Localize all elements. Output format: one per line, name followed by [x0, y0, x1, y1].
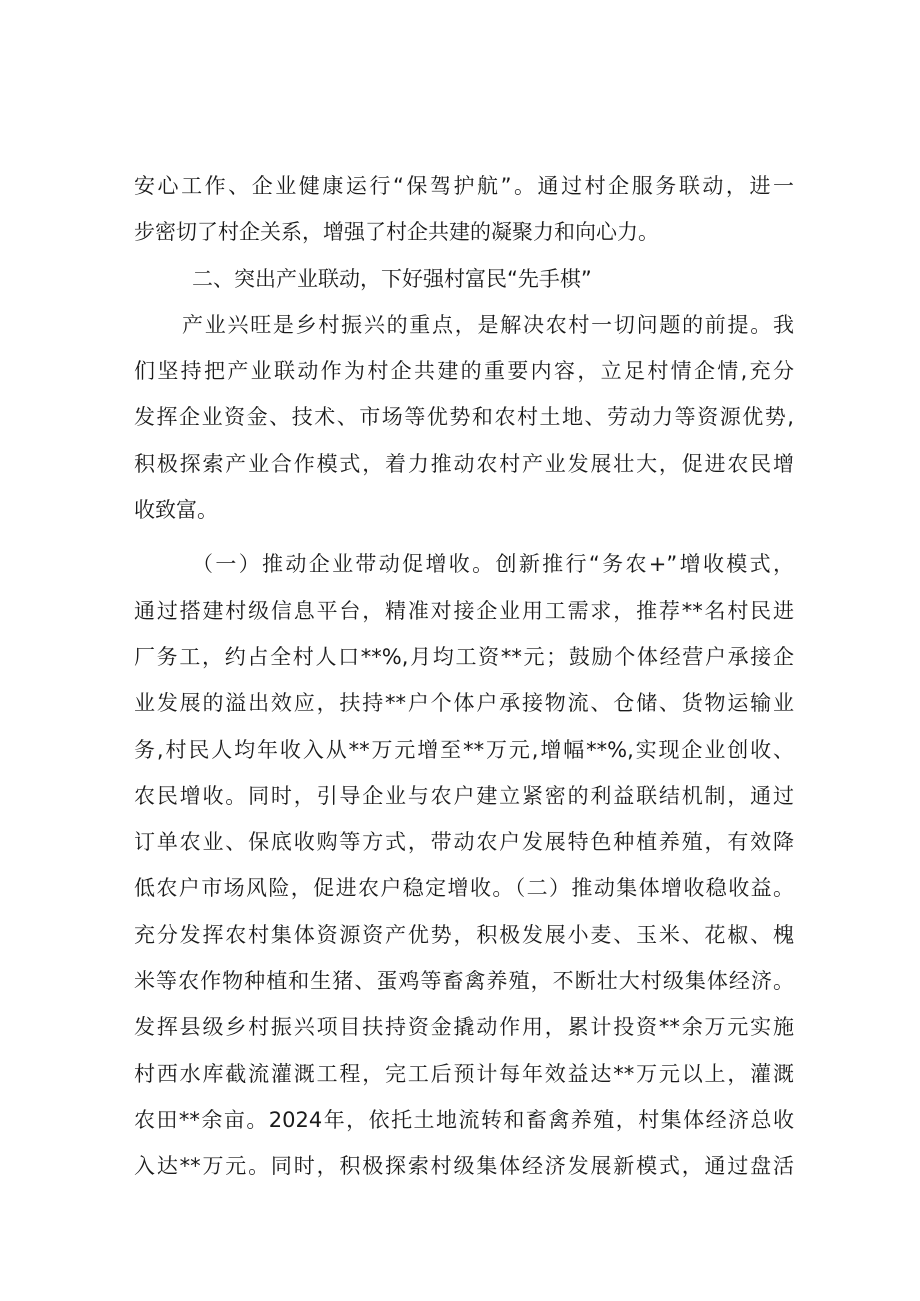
text-line: 米等农作物种植和生猪、蛋鸡等畜禽养殖，不断壮大村级集体经济。	[134, 969, 794, 994]
text-line: 业发展的溢出效应，扶持**户个体户承接物流、仓储、货物运输业	[134, 691, 794, 716]
text-line: 步密切了村企关系，增强了村企共建的凝聚力和向心力。	[134, 220, 659, 245]
text-line: 收致富。	[134, 498, 218, 523]
text-line: 们坚持把产业联动作为村企共建的重要内容，立足村情企情,充分	[134, 359, 794, 384]
text-line: 村西水库截流灌溉工程，完工后预计每年效益达**万元以上，灌溉	[134, 1061, 794, 1086]
text-line: 低农户市场风险，促进农户稳定增收。（二）推动集体增收稳收益。	[134, 876, 794, 901]
document-body	[134, 163, 794, 1190]
text-line: 农民增收。同时，引导企业与农户建立紧密的利益联结机制，通过	[134, 783, 794, 808]
text-line: 发挥县级乡村振兴项目扶持资金撬动作用，累计投资**余万元实施	[134, 1015, 794, 1040]
text-line: 订单农业、保底收购等方式，带动农户发展特色种植养殖，有效降	[134, 830, 794, 855]
text-line: （一）推动企业带动促增收。创新推行“务农+”增收模式，	[192, 552, 794, 577]
paragraph-intro	[134, 163, 794, 256]
text-line: 安心工作、企业健康运行“保驾护航”。通过村企服务联动，进一	[134, 174, 794, 198]
paragraph-industry	[134, 302, 794, 533]
text-line: 发挥企业资金、技术、市场等优势和农村土地、劳动力等资源优势,	[134, 405, 794, 430]
paragraph-enterprise	[134, 541, 794, 1189]
text-line: 产业兴旺是乡村振兴的重点，是解决农村一切问题的前提。我	[182, 312, 794, 337]
text-line: 入达**万元。同时，积极探索村级集体经济发展新模式，通过盘活	[134, 1154, 794, 1179]
section-heading: 二、突出产业联动，下好强村富民“先手棋”	[192, 266, 592, 291]
text-line: 通过搭建村级信息平台，精准对接企业用工需求，推荐**名村民进	[134, 598, 794, 623]
text-line: 充分发挥农村集体资源资产优势，积极发展小麦、玉米、花椒、槐	[134, 922, 794, 947]
text-line: 积极探索产业合作模式，着力推动农村产业发展壮大，促进农民增	[134, 451, 794, 476]
text-line: 厂务工，约占全村人口**%,月均工资**元；鼓励个体经营户承接企	[134, 644, 794, 669]
text-line: 务,村民人均年收入从**万元增至**万元,增幅**%,实现企业创收、	[134, 737, 794, 762]
text-line: 农田**余亩。2024年，依托土地流转和畜禽养殖，村集体经济总收	[134, 1107, 794, 1132]
